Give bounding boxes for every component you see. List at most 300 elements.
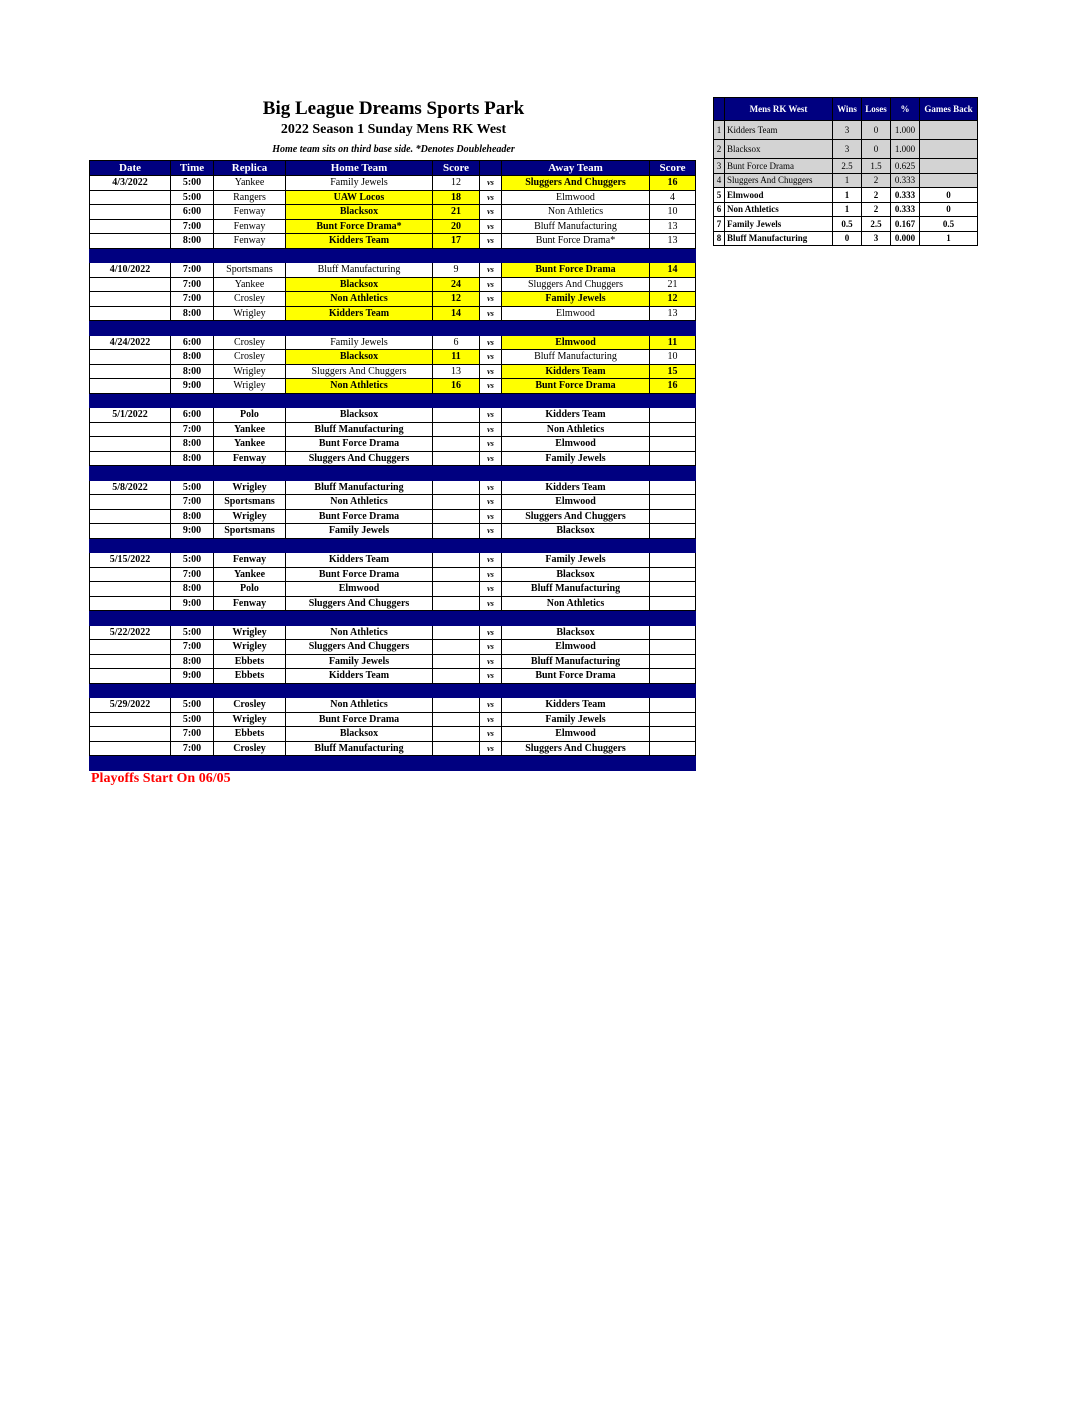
vs-label: vs <box>480 364 502 379</box>
standings-row <box>714 202 978 217</box>
schedule-header-row <box>90 161 696 176</box>
standings-pct: 0.333 <box>891 173 920 188</box>
home-score <box>433 625 480 640</box>
separator-cell <box>286 393 433 408</box>
away-team: Family Jewels <box>502 451 650 466</box>
away-score <box>650 669 696 684</box>
separator-cell <box>433 683 480 698</box>
home-score <box>433 480 480 495</box>
standings-team: Bluff Manufacturing <box>725 231 833 246</box>
home-team: Bunt Force Drama <box>286 712 433 727</box>
away-team: Elmwood <box>502 335 650 350</box>
vs-label: vs <box>480 379 502 394</box>
table-row <box>90 625 696 640</box>
separator-cell <box>502 393 650 408</box>
home-score: 17 <box>433 234 480 249</box>
standings-wins: 1 <box>833 188 862 203</box>
game-date <box>90 379 171 394</box>
standings-wins: 3 <box>833 121 862 140</box>
vs-label: vs <box>480 524 502 539</box>
separator-cell <box>650 248 696 263</box>
home-team: Bunt Force Drama <box>286 567 433 582</box>
game-replica: Ebbets <box>214 727 286 742</box>
game-replica: Wrigley <box>214 640 286 655</box>
separator-cell <box>286 683 433 698</box>
vs-label: vs <box>480 727 502 742</box>
home-score: 18 <box>433 190 480 205</box>
game-time: 7:00 <box>171 263 214 278</box>
separator-cell <box>171 248 214 263</box>
standings-rank: 2 <box>714 140 725 159</box>
table-row <box>90 219 696 234</box>
separator-cell <box>171 466 214 481</box>
home-score <box>433 727 480 742</box>
game-date <box>90 350 171 365</box>
game-date <box>90 205 171 220</box>
away-team: Bluff Manufacturing <box>502 219 650 234</box>
game-date <box>90 669 171 684</box>
standings-loses-col: Loses <box>862 98 891 121</box>
game-date: 4/10/2022 <box>90 263 171 278</box>
standings-games-back <box>920 159 978 174</box>
away-score <box>650 654 696 669</box>
home-score <box>433 741 480 756</box>
standings-header-row <box>714 98 978 121</box>
home-team: Non Athletics <box>286 625 433 640</box>
game-replica: Wrigley <box>214 712 286 727</box>
standings-games-back: 0.5 <box>920 217 978 232</box>
vs-label: vs <box>480 669 502 684</box>
vs-label: vs <box>480 495 502 510</box>
separator-cell <box>502 538 650 553</box>
away-score <box>650 567 696 582</box>
vs-label: vs <box>480 582 502 597</box>
home-score <box>433 654 480 669</box>
standings-games-back <box>920 121 978 140</box>
game-date <box>90 437 171 452</box>
col-vs <box>480 161 502 176</box>
separator-cell <box>650 321 696 336</box>
separator-cell <box>480 466 502 481</box>
game-replica: Wrigley <box>214 364 286 379</box>
game-time: 5:00 <box>171 712 214 727</box>
standings-pct-col: % <box>891 98 920 121</box>
home-team: UAW Locos <box>286 190 433 205</box>
separator-cell <box>171 611 214 626</box>
table-row <box>90 509 696 524</box>
separator-cell <box>286 611 433 626</box>
away-score <box>650 741 696 756</box>
away-score: 15 <box>650 364 696 379</box>
table-row <box>90 379 696 394</box>
game-time: 7:00 <box>171 219 214 234</box>
home-team: Kidders Team <box>286 306 433 321</box>
table-row <box>90 205 696 220</box>
schedule-table <box>89 160 696 771</box>
separator-cell <box>286 466 433 481</box>
away-score <box>650 553 696 568</box>
game-date <box>90 567 171 582</box>
home-score <box>433 596 480 611</box>
week-separator <box>90 393 696 408</box>
col-replica: Replica <box>214 161 286 176</box>
home-score: 21 <box>433 205 480 220</box>
table-row <box>90 292 696 307</box>
standings-pct: 0.167 <box>891 217 920 232</box>
separator-cell <box>650 538 696 553</box>
game-date <box>90 727 171 742</box>
separator-cell <box>214 756 286 771</box>
game-time: 5:00 <box>171 553 214 568</box>
vs-label: vs <box>480 640 502 655</box>
standings-pct: 1.000 <box>891 121 920 140</box>
home-team: Bunt Force Drama <box>286 509 433 524</box>
vs-label: vs <box>480 176 502 191</box>
separator-cell <box>90 321 171 336</box>
standings-games-back: 1 <box>920 231 978 246</box>
away-team: Bunt Force Drama <box>502 263 650 278</box>
game-date <box>90 582 171 597</box>
table-row <box>90 712 696 727</box>
away-score <box>650 509 696 524</box>
game-replica: Fenway <box>214 596 286 611</box>
vs-label: vs <box>480 292 502 307</box>
away-team: Bluff Manufacturing <box>502 654 650 669</box>
home-team: Non Athletics <box>286 292 433 307</box>
home-score: 12 <box>433 176 480 191</box>
home-score <box>433 669 480 684</box>
separator-cell <box>286 321 433 336</box>
away-score <box>650 596 696 611</box>
vs-label: vs <box>480 480 502 495</box>
game-time: 8:00 <box>171 451 214 466</box>
away-score <box>650 437 696 452</box>
game-date: 5/15/2022 <box>90 553 171 568</box>
game-time: 7:00 <box>171 277 214 292</box>
separator-cell <box>502 611 650 626</box>
separator-cell <box>214 683 286 698</box>
away-team: Sluggers And Chuggers <box>502 277 650 292</box>
game-time: 8:00 <box>171 350 214 365</box>
home-score <box>433 437 480 452</box>
away-team: Blacksox <box>502 567 650 582</box>
game-date <box>90 509 171 524</box>
away-team: Elmwood <box>502 640 650 655</box>
away-score <box>650 698 696 713</box>
away-team: Non Athletics <box>502 596 650 611</box>
standings-division-title: Mens RK West <box>725 98 833 121</box>
away-team: Bluff Manufacturing <box>502 350 650 365</box>
game-date: 5/8/2022 <box>90 480 171 495</box>
separator-cell <box>171 538 214 553</box>
vs-label: vs <box>480 567 502 582</box>
col-home-score: Score <box>433 161 480 176</box>
away-score: 16 <box>650 176 696 191</box>
home-team: Family Jewels <box>286 335 433 350</box>
game-time: 8:00 <box>171 582 214 597</box>
separator-cell <box>171 756 214 771</box>
separator-cell <box>90 683 171 698</box>
game-date: 5/1/2022 <box>90 408 171 423</box>
game-replica: Crosley <box>214 335 286 350</box>
vs-label: vs <box>480 350 502 365</box>
away-score: 16 <box>650 379 696 394</box>
table-row <box>90 596 696 611</box>
separator-cell <box>480 321 502 336</box>
home-team: Sluggers And Chuggers <box>286 640 433 655</box>
game-date <box>90 524 171 539</box>
col-home-team: Home Team <box>286 161 433 176</box>
separator-cell <box>650 756 696 771</box>
week-separator <box>90 538 696 553</box>
away-score: 14 <box>650 263 696 278</box>
game-replica: Wrigley <box>214 306 286 321</box>
game-date <box>90 451 171 466</box>
game-time: 8:00 <box>171 234 214 249</box>
game-date: 5/22/2022 <box>90 625 171 640</box>
game-replica: Sportsmans <box>214 495 286 510</box>
separator-cell <box>502 683 650 698</box>
game-date <box>90 495 171 510</box>
game-date <box>90 364 171 379</box>
table-row <box>90 306 696 321</box>
separator-cell <box>480 538 502 553</box>
standings-wins: 1 <box>833 202 862 217</box>
separator-cell <box>433 756 480 771</box>
game-time: 7:00 <box>171 640 214 655</box>
away-score: 21 <box>650 277 696 292</box>
game-time: 7:00 <box>171 567 214 582</box>
playoffs-notice: Playoffs Start On 06/05 <box>91 771 231 786</box>
standings-pct: 0.333 <box>891 188 920 203</box>
table-row <box>90 480 696 495</box>
away-team: Sluggers And Chuggers <box>502 741 650 756</box>
standings-wins: 3 <box>833 140 862 159</box>
away-team: Non Athletics <box>502 422 650 437</box>
separator-cell <box>90 393 171 408</box>
standings-rank: 6 <box>714 202 725 217</box>
home-team: Bluff Manufacturing <box>286 263 433 278</box>
home-team: Kidders Team <box>286 234 433 249</box>
standings-pct: 0.625 <box>891 159 920 174</box>
away-score <box>650 712 696 727</box>
separator-cell <box>286 248 433 263</box>
home-score: 6 <box>433 335 480 350</box>
home-score <box>433 582 480 597</box>
game-time: 9:00 <box>171 596 214 611</box>
game-time: 5:00 <box>171 176 214 191</box>
game-date <box>90 640 171 655</box>
game-replica: Crosley <box>214 741 286 756</box>
vs-label: vs <box>480 277 502 292</box>
away-team: Elmwood <box>502 437 650 452</box>
home-score <box>433 408 480 423</box>
separator-cell <box>90 538 171 553</box>
table-row <box>90 553 696 568</box>
separator-cell <box>433 466 480 481</box>
game-time: 8:00 <box>171 364 214 379</box>
vs-label: vs <box>480 625 502 640</box>
home-score: 13 <box>433 364 480 379</box>
game-replica: Crosley <box>214 292 286 307</box>
game-time: 9:00 <box>171 524 214 539</box>
table-row <box>90 741 696 756</box>
table-row <box>90 669 696 684</box>
standings-team: Family Jewels <box>725 217 833 232</box>
standings-table <box>713 97 978 246</box>
table-row <box>90 408 696 423</box>
vs-label: vs <box>480 335 502 350</box>
table-row <box>90 263 696 278</box>
home-score <box>433 640 480 655</box>
game-date: 5/29/2022 <box>90 698 171 713</box>
home-team: Blacksox <box>286 277 433 292</box>
game-time: 5:00 <box>171 698 214 713</box>
standings-team: Kidders Team <box>725 121 833 140</box>
away-score: 13 <box>650 219 696 234</box>
standings-loses: 2.5 <box>862 217 891 232</box>
home-team: Family Jewels <box>286 654 433 669</box>
away-team: Elmwood <box>502 727 650 742</box>
away-team: Kidders Team <box>502 480 650 495</box>
separator-cell <box>502 321 650 336</box>
home-score <box>433 567 480 582</box>
standings-games-back <box>920 140 978 159</box>
standings-rank: 7 <box>714 217 725 232</box>
separator-cell <box>480 756 502 771</box>
away-team: Blacksox <box>502 625 650 640</box>
separator-cell <box>480 683 502 698</box>
col-away-team: Away Team <box>502 161 650 176</box>
away-score <box>650 524 696 539</box>
separator-cell <box>286 538 433 553</box>
separator-cell <box>650 683 696 698</box>
separator-cell <box>650 611 696 626</box>
home-team: Blacksox <box>286 205 433 220</box>
standings-games-back <box>920 173 978 188</box>
away-team: Blacksox <box>502 524 650 539</box>
away-score <box>650 495 696 510</box>
separator-cell <box>433 611 480 626</box>
game-time: 7:00 <box>171 741 214 756</box>
away-team: Kidders Team <box>502 698 650 713</box>
away-score <box>650 727 696 742</box>
week-separator <box>90 756 696 771</box>
separator-cell <box>433 538 480 553</box>
vs-label: vs <box>480 422 502 437</box>
home-team: Bunt Force Drama <box>286 437 433 452</box>
separator-cell <box>171 321 214 336</box>
home-score: 24 <box>433 277 480 292</box>
week-separator <box>90 466 696 481</box>
vs-label: vs <box>480 698 502 713</box>
header-note: Home team sits on third base side. *Denotes Doubleheader <box>272 144 515 155</box>
vs-label: vs <box>480 190 502 205</box>
home-score: 9 <box>433 263 480 278</box>
vs-label: vs <box>480 509 502 524</box>
away-score <box>650 422 696 437</box>
table-row <box>90 698 696 713</box>
separator-cell <box>502 466 650 481</box>
game-date <box>90 712 171 727</box>
home-team: Elmwood <box>286 582 433 597</box>
standings-wins-col: Wins <box>833 98 862 121</box>
game-replica: Yankee <box>214 567 286 582</box>
vs-label: vs <box>480 205 502 220</box>
game-time: 8:00 <box>171 654 214 669</box>
away-team: Sluggers And Chuggers <box>502 509 650 524</box>
home-team: Non Athletics <box>286 698 433 713</box>
vs-label: vs <box>480 553 502 568</box>
standings-pct: 0.000 <box>891 231 920 246</box>
standings-wins: 0 <box>833 231 862 246</box>
away-team: Sluggers And Chuggers <box>502 176 650 191</box>
home-score <box>433 422 480 437</box>
vs-label: vs <box>480 712 502 727</box>
home-score <box>433 553 480 568</box>
standings-pct: 0.333 <box>891 202 920 217</box>
away-score: 13 <box>650 234 696 249</box>
game-replica: Ebbets <box>214 654 286 669</box>
standings-rank: 4 <box>714 173 725 188</box>
table-row <box>90 364 696 379</box>
standings-gb-col: Games Back <box>920 98 978 121</box>
col-time: Time <box>171 161 214 176</box>
table-row <box>90 495 696 510</box>
game-time: 5:00 <box>171 190 214 205</box>
table-row <box>90 640 696 655</box>
separator-cell <box>214 248 286 263</box>
game-time: 5:00 <box>171 625 214 640</box>
home-team: Non Athletics <box>286 495 433 510</box>
home-team: Blacksox <box>286 727 433 742</box>
away-team: Bunt Force Drama <box>502 379 650 394</box>
home-team: Sluggers And Chuggers <box>286 451 433 466</box>
table-row <box>90 524 696 539</box>
standings-loses: 1.5 <box>862 159 891 174</box>
col-date: Date <box>90 161 171 176</box>
standings-row <box>714 188 978 203</box>
standings-row <box>714 231 978 246</box>
home-team: Kidders Team <box>286 669 433 684</box>
separator-cell <box>433 321 480 336</box>
game-date <box>90 234 171 249</box>
game-date <box>90 741 171 756</box>
home-score: 16 <box>433 379 480 394</box>
game-time: 7:00 <box>171 495 214 510</box>
away-score <box>650 451 696 466</box>
separator-cell <box>90 248 171 263</box>
home-team: Bluff Manufacturing <box>286 480 433 495</box>
vs-label: vs <box>480 741 502 756</box>
game-replica: Rangers <box>214 190 286 205</box>
home-score: 20 <box>433 219 480 234</box>
separator-cell <box>214 321 286 336</box>
standings-team: Sluggers And Chuggers <box>725 173 833 188</box>
standings-pct: 1.000 <box>891 140 920 159</box>
separator-cell <box>433 248 480 263</box>
standings-loses: 2 <box>862 188 891 203</box>
standings-rank: 3 <box>714 159 725 174</box>
standings-loses: 3 <box>862 231 891 246</box>
game-date: 4/24/2022 <box>90 335 171 350</box>
home-team: Bunt Force Drama* <box>286 219 433 234</box>
away-score: 12 <box>650 292 696 307</box>
home-score <box>433 698 480 713</box>
separator-cell <box>90 466 171 481</box>
col-away-score: Score <box>650 161 696 176</box>
table-row <box>90 437 696 452</box>
